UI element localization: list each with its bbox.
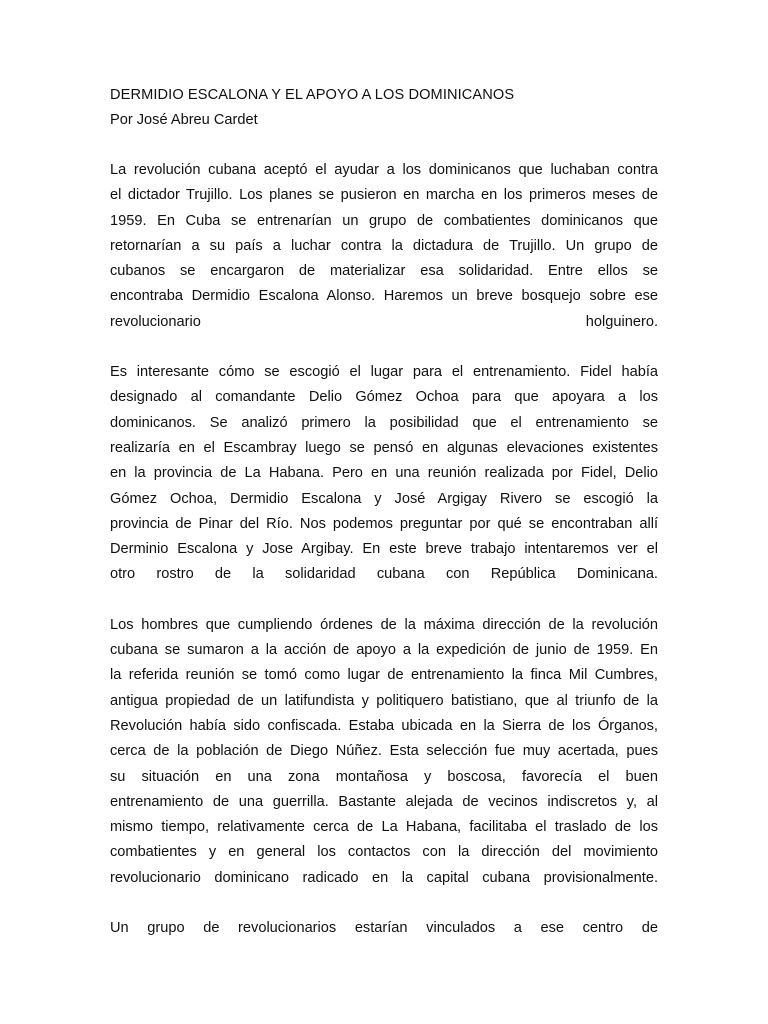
text-line: La revolución cubana aceptó el ayudar a los dominicanos que luchaban contra xyxy=(110,162,658,178)
document-body xyxy=(110,83,658,966)
text-line: Es interesante cómo se escogió el lugar para el entrenamiento. Fidel había xyxy=(110,364,658,381)
text-line: en la provincia de La Habana. Pero en una reunión realizada por Fidel, Delio xyxy=(110,465,658,482)
text-line: 1959. En Cuba se entrenarían un grupo de combatientes dominicanos que xyxy=(110,212,658,229)
text-line: otro rostro de la solidaridad cubana con República Dominicana. xyxy=(110,566,658,583)
text-line: Un grupo de revolucionarios estarían vinculados a ese centro de xyxy=(110,920,658,937)
text-line: Revolución había sido confiscada. Estaba ubicada en la Sierra de los Órganos, xyxy=(110,717,658,734)
text-line: provincia de Pinar del Río. Nos podemos preguntar por qué se encontraban allí xyxy=(110,515,658,532)
text-line: Los hombres que cumpliendo órdenes de la máxima dirección de la revolución xyxy=(110,616,658,633)
text-line: la referida reunión se tomó como lugar de entrenamiento la finca Mil Cumbres, xyxy=(110,667,658,684)
text-line: designado al comandante Delio Gómez Ochoa para que apoyara a los xyxy=(110,389,658,406)
text-line: el dictador Trujillo. Los planes se pusieron en marcha en los primeros meses de xyxy=(110,187,658,204)
text-line: combatientes y en general los contactos con la dirección del movimiento xyxy=(110,844,658,861)
text-line: Gómez Ochoa, Dermidio Escalona y José Argigay Rivero se escogió la xyxy=(110,490,658,507)
text-line: Derminio Escalona y Jose Argibay. En este breve trabajo intentaremos ver el xyxy=(110,541,658,558)
paragraph xyxy=(110,613,658,891)
text-line: antigua propiedad de un latifundista y politiquero batistiano, que al triunfo de la xyxy=(110,692,658,709)
text-line: cerca de la población de Diego Núñez. Esta selección fue muy acertada, pues xyxy=(110,743,658,760)
text-line: revolucionario dominicano radicado en la capital cubana provisionalmente. xyxy=(110,869,658,886)
text-line: cubanos se encargaron de materializar esa solidaridad. Entre ellos se xyxy=(110,263,658,280)
document-title: DERMIDIO ESCALONA Y EL APOYO A LOS DOMINICANOS xyxy=(110,87,515,103)
document-author: Por José Abreu Cardet xyxy=(110,112,258,128)
paragraph xyxy=(110,360,658,588)
text-line: cubana se sumaron a la acción de apoyo a la expedición de junio de 1959. En xyxy=(110,642,658,659)
text-line: realizaría en el Escambray luego se pensó en algunas elevaciones existentes xyxy=(110,439,658,456)
paragraph xyxy=(110,158,658,335)
text-line: retornarían a su país a luchar contra la dictadura de Trujillo. Un grupo de xyxy=(110,237,658,254)
text-line: dominicanos. Se analizó primero la posibilidad que el entrenamiento se xyxy=(110,414,658,431)
paragraph xyxy=(110,916,658,941)
text-line: entrenamiento de una guerrilla. Bastante alejada de vecinos indiscretos y, al xyxy=(110,793,658,810)
text-line: su situación en una zona montañosa y boscosa, favorecía el buen xyxy=(110,768,658,785)
text-line: encontraba Dermidio Escalona Alonso. Haremos un breve bosquejo sobre ese xyxy=(110,288,658,305)
text-line: revolucionario holguinero. xyxy=(110,313,658,330)
paragraph-container xyxy=(110,158,658,941)
text-line: mismo tiempo, relativamente cerca de La Habana, facilitaba el traslado de los xyxy=(110,819,658,836)
